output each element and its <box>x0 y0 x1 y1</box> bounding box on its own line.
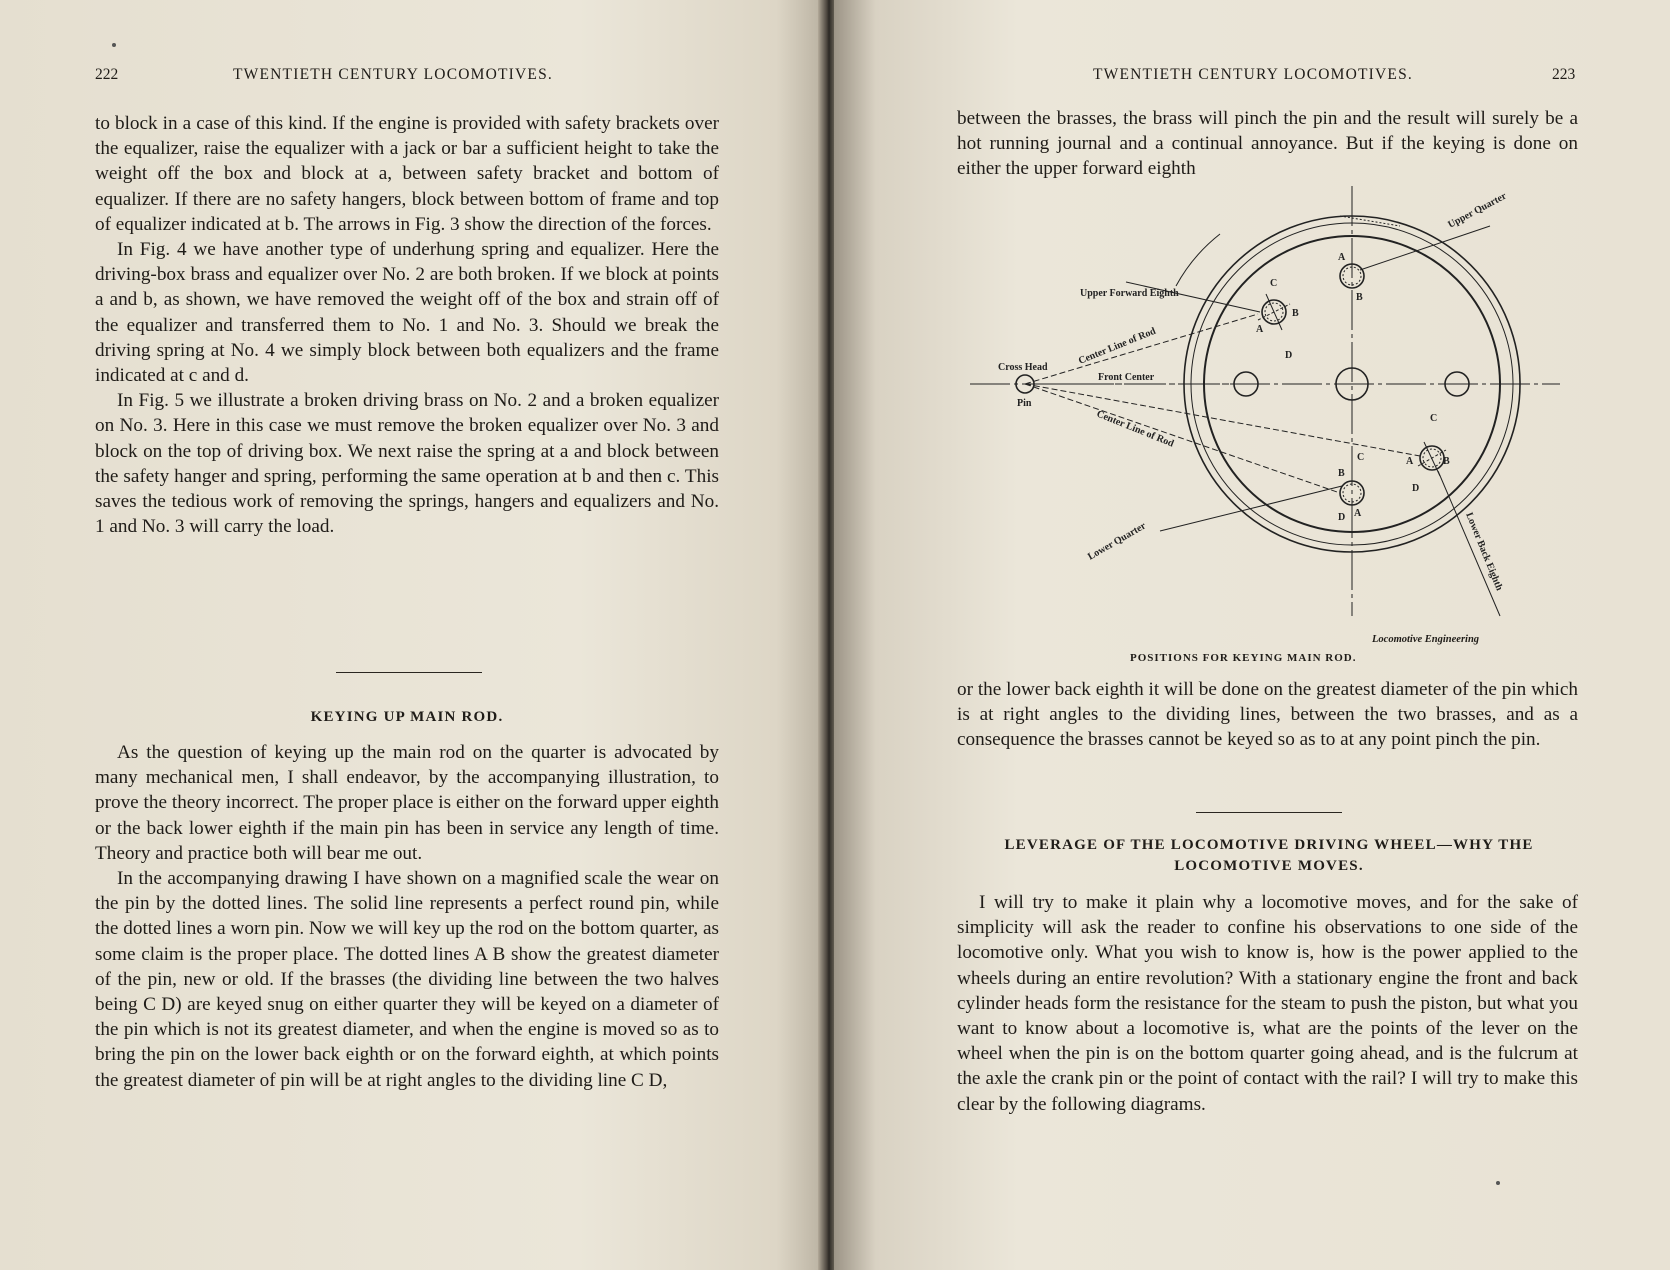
label-c: C <box>1270 278 1278 289</box>
pointer-lower-back-eighth <box>1438 471 1500 616</box>
ink-speck <box>112 43 116 47</box>
label-b: B <box>1356 292 1363 303</box>
label-c: C <box>1430 413 1438 424</box>
label-a: A <box>1406 456 1414 467</box>
label-a: A <box>1354 508 1362 519</box>
figure-caption: POSITIONS FOR KEYING MAIN ROD. <box>1130 652 1357 664</box>
section-heading: KEYING UP MAIN ROD. <box>310 709 504 725</box>
right-top-text <box>957 106 1578 182</box>
right-after-figure-text <box>957 677 1578 753</box>
label-upper-quarter: Upper Quarter <box>1446 190 1509 231</box>
paragraph: In the accompanying drawing I have shown on a magnified scale the wear on the pin by the dotted lines. The solid line represents a perfect round pin, while the dotted lines a worn pin. Now we will key up the rod on the bottom quarter, as some claim is the proper place. The dotted lines A B show the greatest diameter of the pin, new or old. If the brasses (the dividing line between the two halves being C D) are keyed snug on either quarter they will be keyed on a diameter of the pin which is not its greatest diameter, and when the engine is moved so as to bring the pin on the lower back eighth or on the forward eighth, at which points the greatest diameter of pin will be at right angles to the dividing line C D, <box>95 868 719 1091</box>
paragraph: In Fig. 5 we illustrate a broken driving brass on No. 2 and a broken equalizer on No. 3. Here in this case we must remove the broken equalizer over No. 3 and block on the top of driving box. We next raise the spring at a and block between the safety hanger and spring, performing the same operation at b and then c. This saves the tedious work of removing the springs, hangers and equalizers and No. 1 and No. 3 will carry the load. <box>95 390 719 538</box>
left-page <box>0 0 826 1270</box>
section-divider <box>336 672 482 673</box>
label-d: D <box>1412 483 1420 494</box>
label-b: B <box>1338 468 1345 479</box>
left-page-number: 222 <box>95 66 119 83</box>
figure-credit: Locomotive Engineering <box>1372 634 1480 645</box>
section-divider <box>1196 812 1342 813</box>
right-page-number: 223 <box>1552 66 1576 83</box>
paragraph: As the question of keying up the main rod on the quarter is advocated by many mechanical men, I shall endeavor, by the accompanying illustration, to prove the theory incorrect. The proper place is either on the forward upper eighth or the back lower eighth if the main pin has been in service any length of time. Theory and practice both will bear me out. <box>95 742 719 864</box>
paragraph: In Fig. 4 we have another type of underhung spring and equalizer. Here the driving-box brass and equalizer over No. 2 are both broken. If we block at points a and b, as shown, we have removed the weight off of the box and strain off of the equalizer and transferred them to No. 1 and No. 3. Should we break the driving spring at No. 4 we simply block between both equalizers and the frame indicated at c and d. <box>95 239 719 387</box>
rotation-arrow <box>1176 234 1220 286</box>
label-pin: Pin <box>1017 398 1032 409</box>
label-cross-head: Cross Head <box>998 362 1048 373</box>
label-d: D <box>1338 512 1346 523</box>
label-b: B <box>1443 456 1450 467</box>
rod-center-line-bottom <box>1025 384 1340 493</box>
label-lower-quarter: Lower Quarter <box>1086 520 1148 563</box>
label-front-center: Front Center <box>1098 372 1155 383</box>
label-upper-forward-eighth: Upper Forward Eighth <box>1080 288 1179 299</box>
paragraph: I will try to make it plain why a locomotive moves, and for the sake of simplicity will ask the reader to confine his observations to one side of the locomotive only. What you wish to know is, how is the power applied to the wheels during an entire revolution? With a stationary engine the front and back cylinder heads form the resistance for the steam to push the piston, but what you want to know about a locomotive is, what are the points of the lever on the wheel when the pin is on the bottom quarter going ahead, and is the fulcrum at the axle the crank pin or the point of contact with the rail? I will try to make this clear by the following diagrams. <box>957 892 1578 1115</box>
label-a: A <box>1256 324 1264 335</box>
paragraph: to block in a case of this kind. If the engine is provided with safety brackets over the equalizer, raise the equalizer with a jack or bar a sufficient height to take the weight off the box and block at a, between safety bracket and bottom of equalizer. If there are no safety hangers, block between bottom of frame and top of equalizer indicated at b. The arrows in Fig. 3 show the direction of the forces. <box>95 113 719 235</box>
left-running-head: TWENTIETH CENTURY LOCOMOTIVES. <box>233 66 553 83</box>
right-section-text <box>957 890 1578 1117</box>
left-section-text <box>95 740 719 1093</box>
label-c: C <box>1357 452 1365 463</box>
section-heading-line1: LEVERAGE OF THE LOCOMOTIVE DRIVING WHEEL—WHY THE <box>1004 837 1534 853</box>
label-d: D <box>1285 350 1293 361</box>
label-a: A <box>1338 252 1346 263</box>
label-center-line-of-rod-upper: Center Line of Rod <box>1077 325 1158 367</box>
section-heading-line2: LOCOMOTIVE MOVES. <box>1174 858 1364 874</box>
left-body-text <box>95 111 719 539</box>
right-running-head: TWENTIETH CENTURY LOCOMOTIVES. <box>1093 66 1413 83</box>
ink-speck <box>1496 1181 1500 1185</box>
keying-diagram <box>960 186 1580 636</box>
label-b: B <box>1292 308 1299 319</box>
label-lower-back-eighth: Lower Back Eighth <box>1463 511 1505 593</box>
rod-center-line-lower <box>1025 384 1420 456</box>
paragraph: or the lower back eighth it will be done on the greatest diameter of the pin which is at right angles to the dividing lines, between the two brasses, and as a consequence the brasses cannot be keyed so as to at any point pinch the pin. <box>957 679 1578 751</box>
label-center-line-of-rod-lower: Center Line of Rod <box>1094 408 1176 450</box>
paragraph: between the brasses, the brass will pinch the pin and the result will surely be a hot running journal and a continual annoyance. But if the keying is done on either the upper forward eighth <box>957 108 1578 180</box>
